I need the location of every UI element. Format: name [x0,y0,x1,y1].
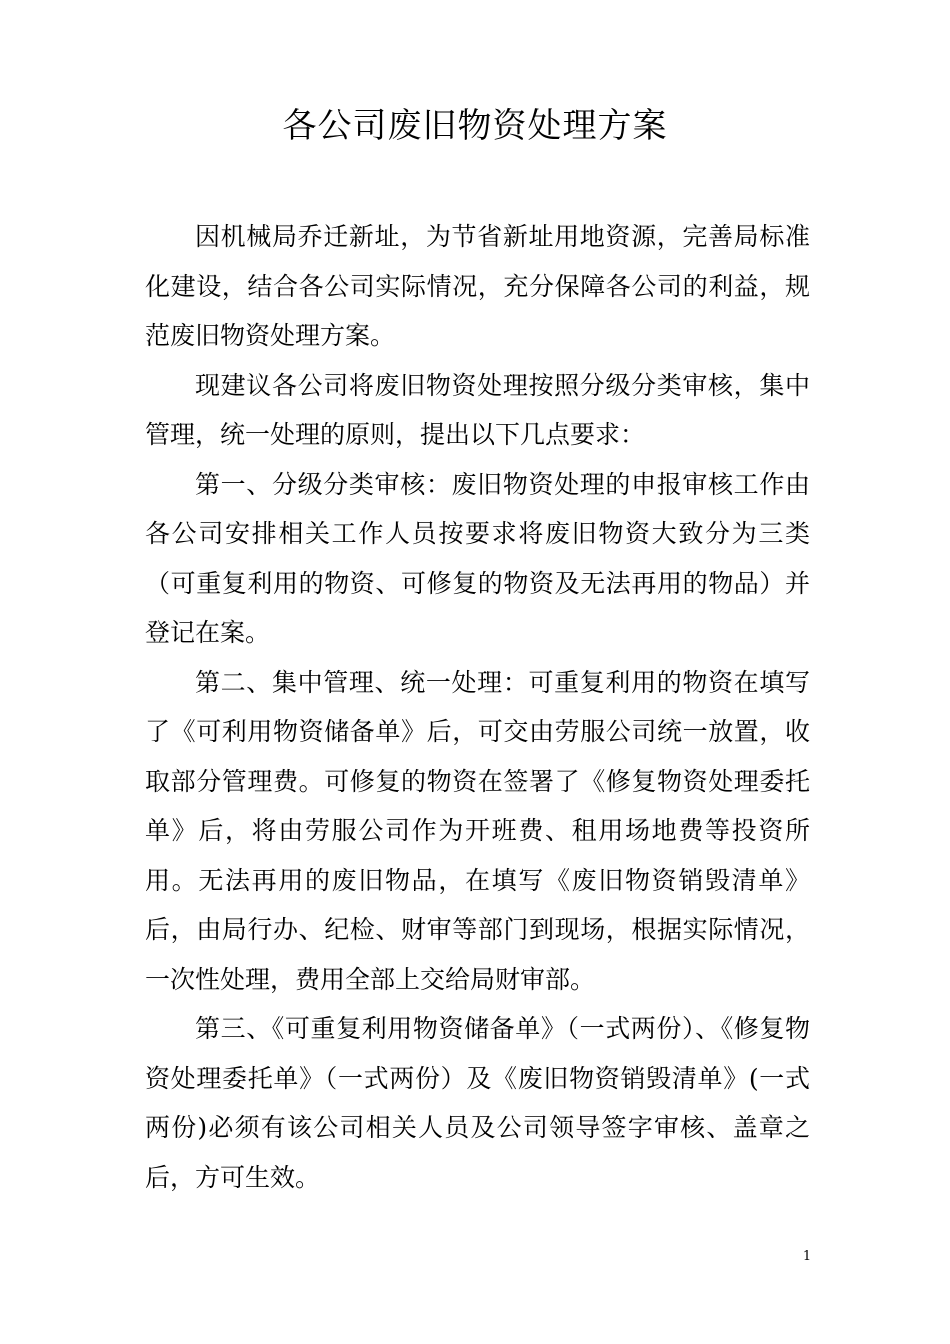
document-body [145,212,810,1202]
paragraph-third-requirement: 第三、《可重复利用物资储备单》（一式两份）、《修复物资处理委托单》（一式两份）及《废旧物资销毁清单》(一式两份)必须有该公司相关人员及公司领导签字审核、盖章之后，方可生效。 [145,1014,810,1192]
page-number: 1 [802,1249,812,1264]
paragraph-second-requirement: 第二、集中管理、统一处理：可重复利用的物资在填写了《可利用物资储备单》后，可交由劳服公司统一放置，收取部分管理费。可修复的物资在签署了《修复物资处理委托单》后，将由劳服公司作为开班费、租用场地费等投资所用。无法再用的废旧物品，在填写《废旧物资销毁清单》后，由局行办、纪检、财审等部门到现场，根据实际情况，一次性处理，费用全部上交给局财审部。 [145,667,810,994]
paragraph-principle: 现建议各公司将废旧物资处理按照分级分类审核，集中管理，统一处理的原则，提出以下几点要求： [145,370,810,449]
paragraph-intro: 因机械局乔迁新址，为节省新址用地资源，完善局标准化建设，结合各公司实际情况，充分保障各公司的利益，规范废旧物资处理方案。 [145,222,810,350]
paragraph-first-requirement: 第一、分级分类审核：废旧物资处理的申报审核工作由各公司安排相关工作人员按要求将废旧物资大致分为三类（可重复利用的物资、可修复的物资及无法再用的物品）并登记在案。 [145,469,810,647]
document-title: 各公司废旧物资处理方案 [282,106,668,146]
